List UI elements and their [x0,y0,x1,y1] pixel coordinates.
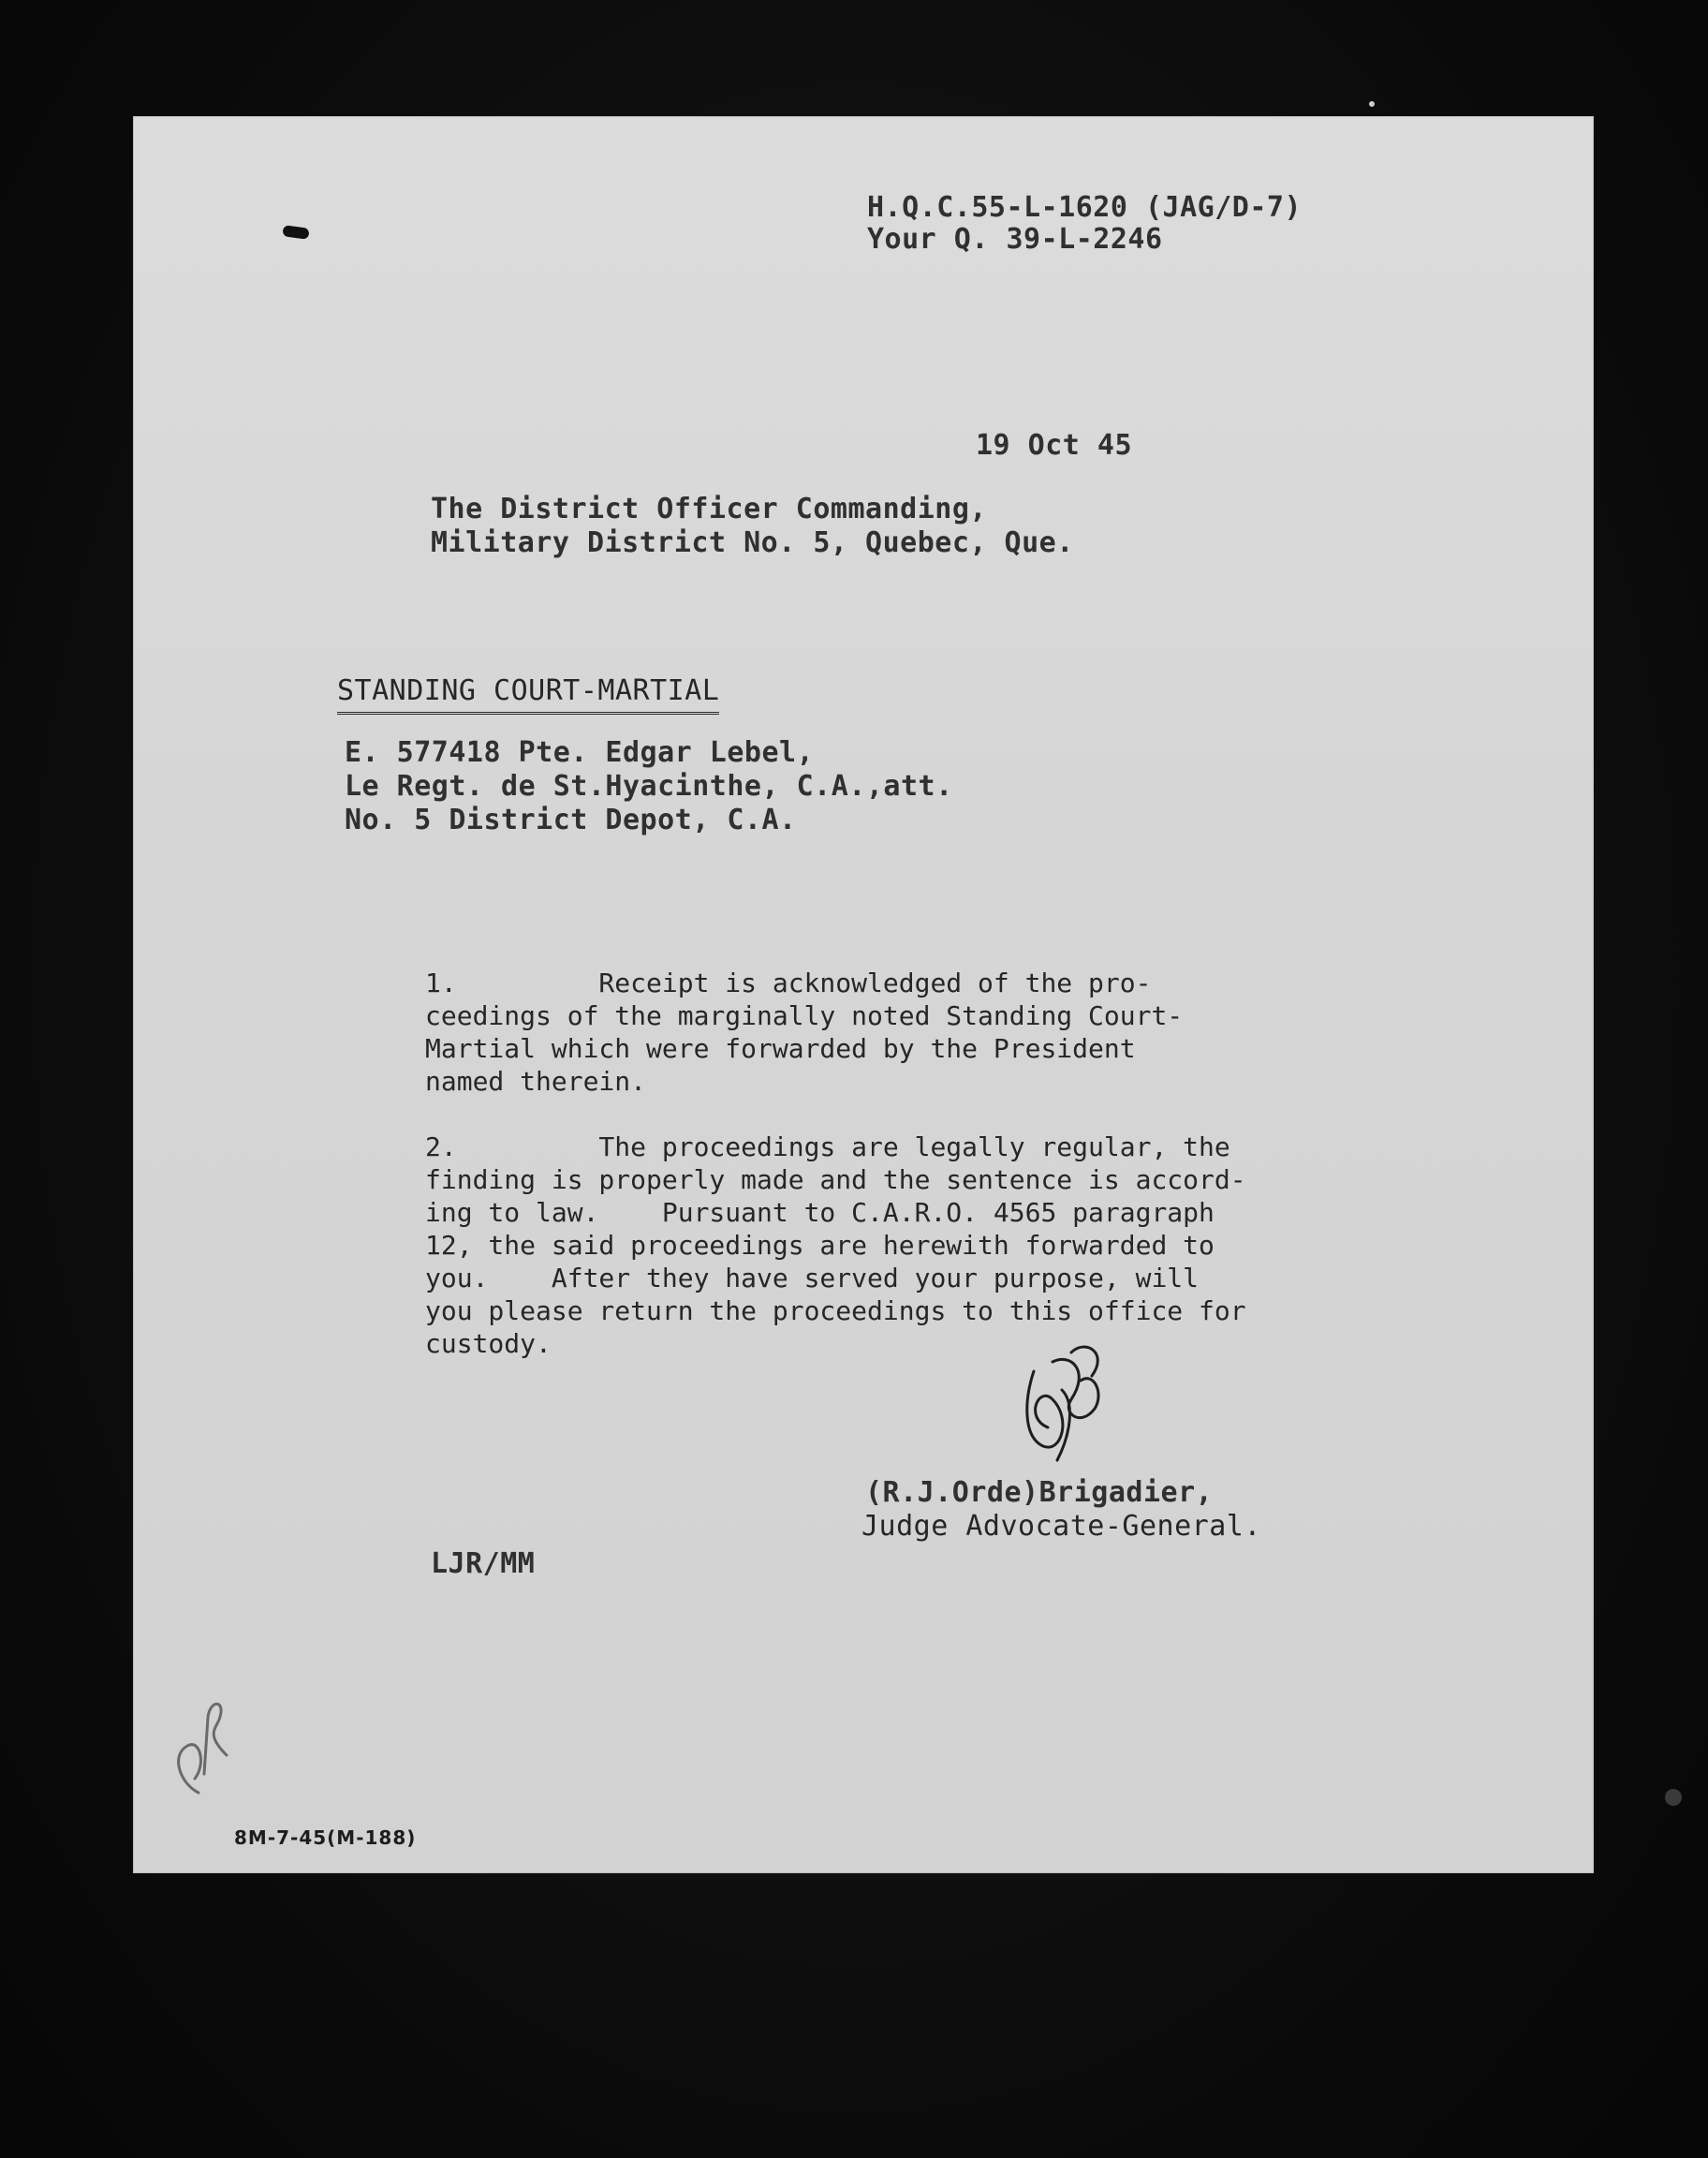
paragraph-2-line: you. After they have served your purpose, will [425,1263,1200,1293]
paragraph-1-line: ceedings of the marginally noted Standing Court- [425,1000,1184,1031]
typist-initials: LJR/MM [431,1547,536,1580]
paragraph-1-line: named therein. [425,1066,647,1097]
your-reference-number: Your Q. 39-L-2246 [867,223,1163,256]
marginal-note-line-1: E. 577418 Pte. Edgar Lebel, [345,736,815,769]
signatory-name: (R.J.Orde)Brigadier, [865,1476,1214,1509]
paragraph-2-line: 2. The proceedings are legally regular, the [425,1131,1230,1162]
paragraph-2 [425,1131,1511,1360]
handwritten-signature [1006,1334,1118,1474]
paragraph-2-line: ing to law. Pursuant to C.A.R.O. 4565 paragraph [425,1197,1215,1228]
addressee-line-2: Military District No. 5, Quebec, Que. [431,526,1074,559]
paragraph-1 [425,967,1511,1098]
paragraph-1-line: Martial which were forwarded by the President [425,1033,1136,1064]
handwritten-pencil-mark [161,1662,236,1802]
marginal-note-line-3: No. 5 District Depot, C.A. [345,804,797,836]
ink-blot [282,225,309,240]
letter-date: 19 Oct 45 [976,429,1133,462]
paragraph-1-line: 1. Receipt is acknowledged of the pro- [425,968,1152,998]
marginal-note-line-2: Le Regt. de St.Hyacinthe, C.A.,att. [345,770,953,803]
paragraph-2-line: you please return the proceedings to this office for [425,1295,1246,1326]
reference-number: H.Q.C.55-L-1620 (JAG/D-7) [867,191,1303,224]
scan-speck [1369,101,1375,107]
letter-page [133,116,1594,1873]
form-number: 8M-7-45(M-188) [234,1826,417,1849]
scan-speck [1665,1789,1682,1806]
addressee-line-1: The District Officer Commanding, [431,493,987,525]
paragraph-2-line: 12, the said proceedings are herewith forwarded to [425,1230,1215,1261]
paragraph-2-line: finding is properly made and the sentence is accord- [425,1164,1246,1195]
subject-heading: STANDING COURT-MARTIAL [337,674,719,715]
paragraph-2-line: custody. [425,1328,552,1359]
signatory-title: Judge Advocate-General. [861,1510,1261,1543]
